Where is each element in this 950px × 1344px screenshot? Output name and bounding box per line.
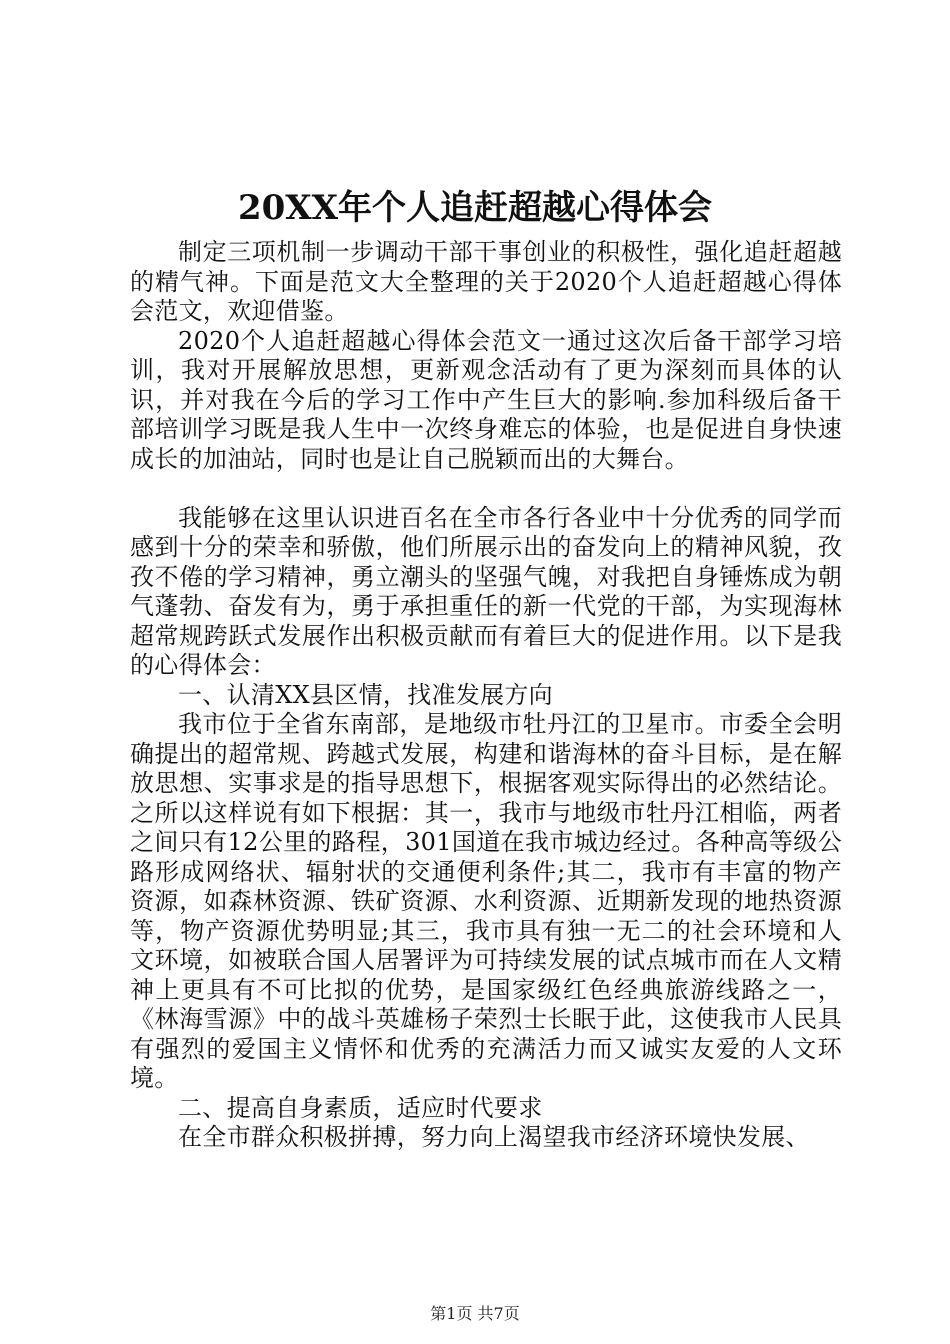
body-paragraph: 我市位于全省东南部，是地级市牡丹江的卫星市。市委全会明确提出的超常规、跨越式发展，构建和谐海林的奋斗目标，是在解放思想、实事求是的指导思想下，根据客观实际得出的必然结论。之所以这样说有如下根据：其一，我市与地级市牡丹江相临，两者之间只有12公里的路程，301国道在我市城边经过。各种高等级公路形成网络状、辐射状的交通便利条件;其二，我市有丰富的物产资源，如森林资源、铁矿资源、水利资源、近期新发现的地热资源等，物产资源优势明显;其三，我市具有独一无二的社会环境和人文环境，如被联合国人居署评为可持续发展的试点城市而在人文精神上更具有不可比拟的优势，是国家级红色经典旅游线路之一，《林海雪源》中的战斗英雄杨子荣烈士长眠于此，这使我市人民具有强烈的爱国主义情怀和优秀的充满活力而又诚实友爱的人文环境。 — [130, 710, 842, 1092]
section-heading: 一、认清XX县区情，找准发展方向 — [178, 680, 553, 709]
body-paragraph: 我能够在这里认识进百名在全市各行各业中十分优秀的同学而感到十分的荣幸和骄傲，他们所展示出的奋发向上的精神风貌，孜孜不倦的学习精神，勇立潮头的坚强气魄，对我把自身锤炼成为朝气蓬勃、奋发有为，勇于承担重任的新一代党的干部，为实现海林超常规跨跃式发展作出积极贡献而有着巨大的促进作用。以下是我的心得体会： — [130, 503, 842, 679]
section-heading: 二、提高自身素质，适应时代要求 — [178, 1093, 543, 1122]
intro-paragraph: 制定三项机制一步调动干部干事创业的积极性，强化追赶超越的精气神。下面是范文大全整理的关于2020个人追赶超越心得体会范文，欢迎借鉴。 — [130, 238, 842, 325]
body-paragraph: 2020个人追赶超越心得体会范文一通过这次后备干部学习培训，我对开展解放思想，更新观念活动有了更为深刻而具体的认识，并对我在今后的学习工作中产生巨大的影响.参加科级后备干部培训学习既是我人生中一次终身难忘的体验，也是促进自身快速成长的加油站，同时也是让自己脱颖而出的大舞台。 — [130, 326, 842, 473]
document-title: 20XX年个人追赶超越心得体会 — [237, 188, 713, 228]
page-footer: 第1页 共7页 — [430, 1304, 520, 1323]
document-body — [130, 238, 842, 1153]
body-paragraph: 在全市群众积极拼搏，努力向上渴望我市经济环境快发展、 — [178, 1123, 810, 1151]
